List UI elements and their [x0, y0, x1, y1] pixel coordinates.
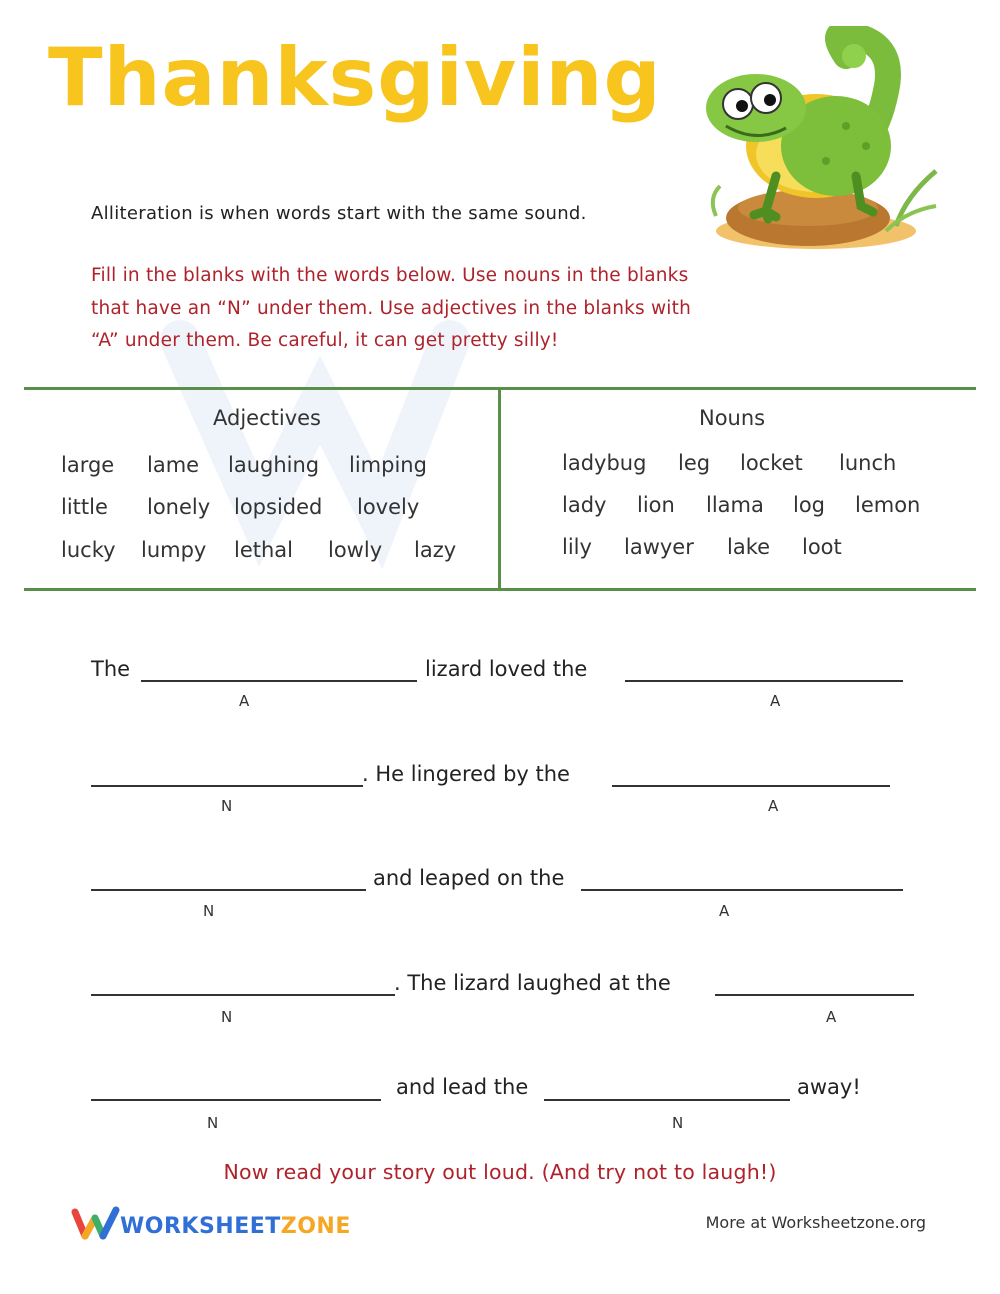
blank-adjective-5[interactable] [715, 994, 914, 996]
word-box-bottom-divider [24, 588, 976, 591]
adjective-word: lucky [61, 538, 116, 562]
blank-type-label: A [768, 797, 779, 815]
blank-type-label: A [826, 1008, 837, 1026]
adjective-word: large [61, 453, 115, 477]
noun-word: lunch [839, 451, 897, 475]
noun-word: loot [802, 535, 842, 559]
intro-text: Alliteration is when words start with the same sound. [91, 203, 587, 224]
blank-type-label: N [203, 902, 215, 920]
story-text: away! [797, 1075, 861, 1099]
blank-noun-2[interactable] [91, 889, 366, 891]
page-title: Thanksgiving [48, 31, 662, 124]
blank-type-label: A [239, 692, 250, 710]
noun-word: lily [562, 535, 592, 559]
noun-word: lawyer [624, 535, 694, 559]
adjective-word: lame [147, 453, 200, 477]
adjectives-heading: Adjectives [213, 406, 321, 430]
adjective-word: lethal [234, 538, 294, 562]
adjective-word: lovely [357, 495, 420, 519]
brand-name-part1: WORKSHEET [120, 1214, 281, 1239]
blank-adjective-1[interactable] [141, 680, 417, 682]
instruction-line: that have an “N” under them. Use adjectives in the blanks with [91, 297, 692, 319]
noun-word: ladybug [562, 451, 647, 475]
brand-name-part2: ZONE [280, 1214, 351, 1239]
blank-noun-1[interactable] [91, 785, 363, 787]
noun-word: llama [706, 493, 764, 517]
adjective-word: lowly [328, 538, 383, 562]
story-text: The [91, 657, 131, 681]
noun-word: lake [727, 535, 771, 559]
blank-adjective-4[interactable] [581, 889, 903, 891]
instruction-line: “A” under them. Be careful, it can get pretty silly! [91, 330, 559, 351]
instruction-line: Fill in the blanks with the words below. Use nouns in the blanks [91, 265, 689, 286]
word-box-center-divider [498, 389, 501, 590]
noun-word: lion [637, 493, 675, 517]
blank-type-label: N [207, 1114, 219, 1132]
instructions [91, 260, 751, 358]
adjective-word: little [61, 495, 108, 519]
story-text: lizard loved the [425, 657, 588, 681]
story-text: and lead the [396, 1075, 529, 1099]
noun-word: leg [678, 451, 711, 475]
noun-word: log [793, 493, 826, 517]
story-text: . The lizard laughed at the [394, 971, 671, 995]
blank-adjective-2[interactable] [625, 680, 903, 682]
blank-noun-5[interactable] [544, 1099, 790, 1101]
worksheetzone-logo-icon [70, 1206, 122, 1242]
adjective-word: lumpy [141, 538, 207, 562]
blank-type-label: N [672, 1114, 684, 1132]
adjective-word: lonely [147, 495, 211, 519]
adjective-word: laughing [228, 453, 320, 477]
blank-adjective-3[interactable] [612, 785, 890, 787]
blank-type-label: A [719, 902, 730, 920]
more-link[interactable]: More at Worksheetzone.org [705, 1213, 926, 1232]
brand-name[interactable] [120, 1214, 351, 1239]
story-text: and leaped on the [373, 866, 565, 890]
blank-type-label: N [221, 797, 233, 815]
adjective-word: lopsided [234, 495, 323, 519]
adjective-word: lazy [414, 538, 457, 562]
blank-type-label: A [770, 692, 781, 710]
noun-word: locket [740, 451, 803, 475]
noun-word: lady [562, 493, 607, 517]
nouns-heading: Nouns [699, 406, 766, 430]
story-text: . He lingered by the [362, 762, 570, 786]
closing-instruction: Now read your story out loud. (And try not to laugh!) [223, 1160, 777, 1184]
lizard-illustration [696, 26, 952, 256]
noun-word: lemon [855, 493, 921, 517]
adjective-word: limping [349, 453, 427, 477]
blank-noun-4[interactable] [91, 1099, 381, 1101]
blank-noun-3[interactable] [91, 994, 395, 996]
blank-type-label: N [221, 1008, 233, 1026]
